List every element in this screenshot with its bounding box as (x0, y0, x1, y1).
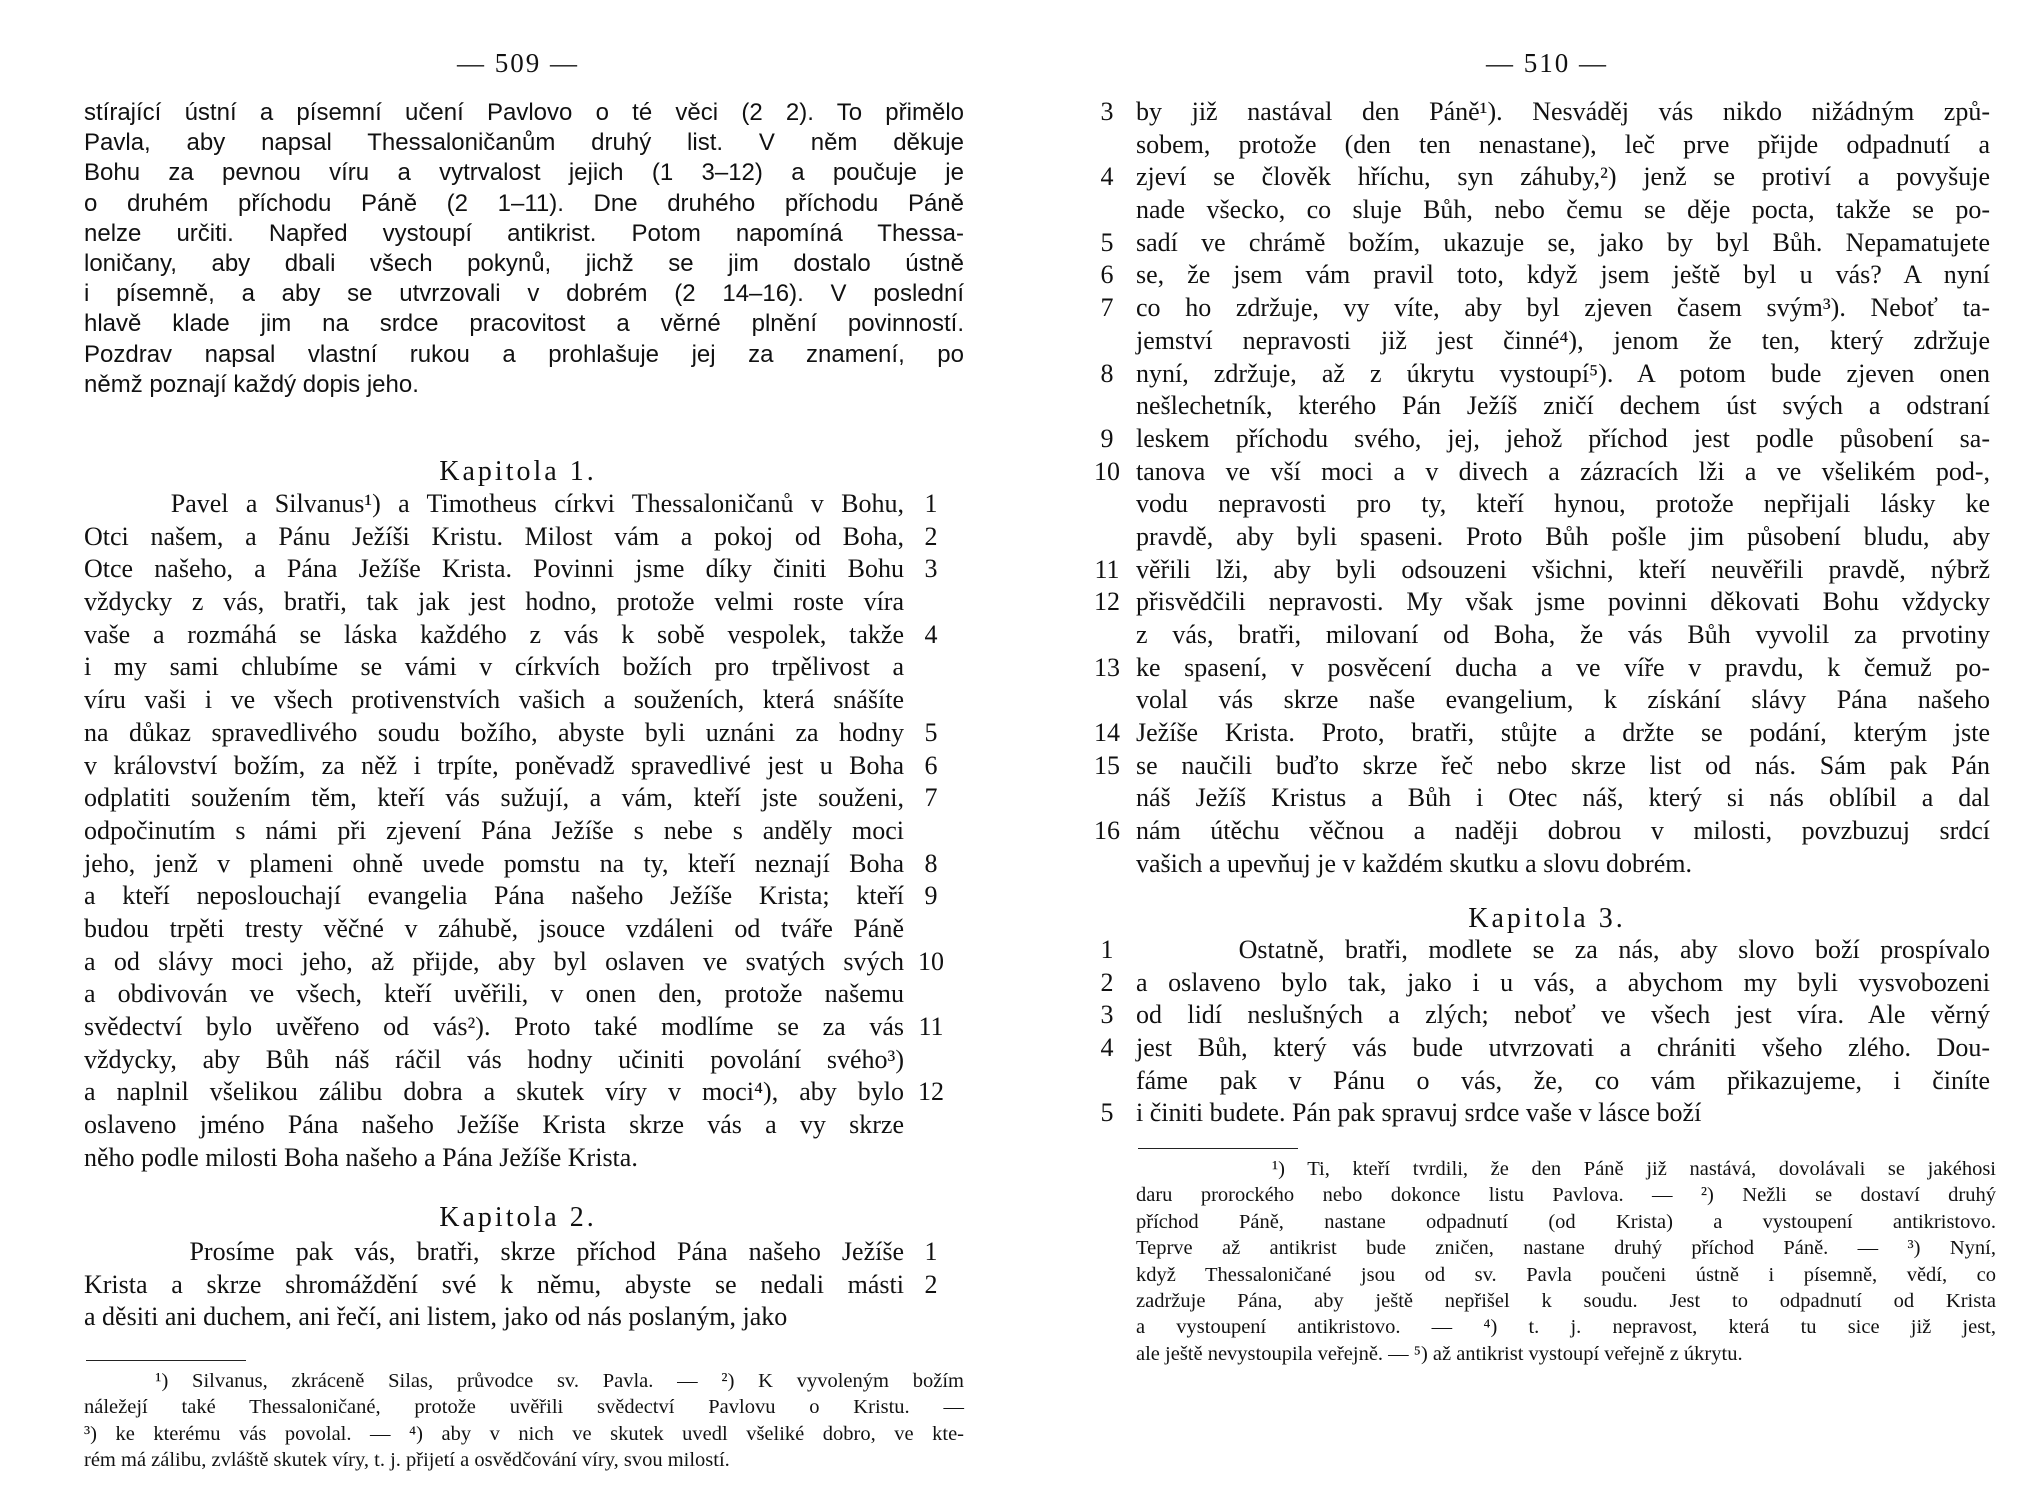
text-line (68, 651, 968, 684)
line-text: leskem příchodu svého, jej, jehož příchod jest podle působení sa- (1136, 423, 1990, 453)
line-text: odpočinutím s námi při zjevení Pána Ježíše s nebe s anděly moci (84, 815, 904, 845)
verse-number: 16 (1094, 816, 1120, 846)
footnote-line: ¹) Ti, kteří tvrdili, že den Páně již nastává, dovolávali se jakéhosi (1136, 1158, 1996, 1180)
text-line (68, 619, 968, 652)
chapter-heading: Kapitola 2. (439, 1202, 597, 1233)
line-text: budou trpěti tresty věčné v záhubě, jsouce vzdáleni od tváře Páně (84, 913, 904, 943)
footnote-line: když Thessaloničané jsou od sv. Pavla poučeni ústně i písemně, vědí, co (1136, 1263, 1996, 1286)
verse-number: 1 (924, 1237, 938, 1266)
text-line (68, 782, 968, 815)
line-text: i činiti budete. Pán pak spravuj srdce vaše v lásce boží (1136, 1098, 1702, 1128)
text-line (68, 1044, 968, 1077)
footnote-rule (1138, 1148, 1298, 1149)
text-line (68, 1076, 968, 1109)
text-line (1092, 161, 2002, 194)
text-line (68, 586, 968, 619)
line-text: by již nastával den Páně¹). Nesváděj vás nikdo nižádným způ- (1136, 97, 1990, 126)
line-text: Pavel a Silvanus¹) a Timotheus církvi Thessaloničanů v Bohu, (84, 489, 904, 518)
verse-number: 4 (924, 619, 938, 649)
summary-line: stírající ústní a písemní učení Pavlovo o té věci (2 2). To přimělo (84, 99, 964, 126)
text-line (1092, 227, 2002, 260)
text-line (68, 913, 968, 946)
verse-number: 13 (1094, 652, 1120, 682)
text-line (1092, 358, 2002, 391)
line-text: Otce našeho, a Pána Ježíše Krista. Povinni jsme díky činiti Bohu (84, 554, 904, 584)
line-text: vaše a rozmáhá se láska každého z vás k sobě vespolek, takže (84, 619, 904, 649)
footnote-line: rém má zálibu, zvláště skutek víry, t. j. přijetí a osvědčování víry, svou milostí. (84, 1449, 730, 1472)
line-text: se naučili buďto skrze řeč nebo skrze list od nás. Sám pak Pán (1136, 750, 1990, 780)
text-line (1092, 390, 2002, 423)
line-text: vždycky z vás, bratři, tak jak jest hodno, protože velmi roste víra (84, 587, 904, 617)
text-line (68, 1109, 968, 1142)
line-text: fáme pak v Pánu o vás, že, co vám přikazujeme, i činíte (1136, 1065, 1990, 1095)
verse-number: 11 (918, 1012, 944, 1041)
line-text: v království božím, za něž i trpíte, poněvadž spravedlivé jest u Boha (84, 750, 904, 780)
text-line (68, 717, 968, 750)
summary-line: loničany, aby dbali všech pokynů, jichž se jim dostalo ústně (84, 250, 964, 278)
left-page (68, 0, 968, 1500)
text-line (1092, 848, 2002, 881)
text-line (68, 1142, 968, 1175)
verse-number: 4 (1100, 162, 1114, 192)
line-text: a oslaveno bylo tak, jako i u vás, a abychom my byli vysvobozeni (1136, 967, 1990, 997)
footnote-line: ale ještě nevystoupila veřejně. — ⁵) až antikrist vystoupí veřejně z úkrytu. (1136, 1342, 1743, 1365)
text-line (68, 848, 968, 881)
summary-line: i písemně, a aby se utvrzovali v dobrém (2 14–16). V poslední (84, 280, 964, 308)
footnote-line: daru prorockého nebo dokonce listu Pavlova. — ²) Nežli se dostaví druhý (1136, 1184, 1996, 1207)
verse-number: 5 (1100, 227, 1114, 257)
text-line (68, 1011, 968, 1044)
text-line (1092, 967, 2002, 1000)
text-line (1092, 815, 2002, 848)
text-line (68, 553, 968, 586)
line-text: ke spasení, v posvěcení ducha a ve víře v pravdu, k čemuž po- (1136, 652, 1990, 682)
footnote-line: náležejí také Thessaloničané, protože uvěřili svědectví Pavlovu o Kristu. — (84, 1396, 964, 1419)
summary-line: Bohu za pevnou víru a vytrvalost jejich (1 3–12) a poučuje je (84, 159, 964, 187)
text-line (1092, 1032, 2002, 1065)
line-text: nešlechetník, kterého Pán Ježíš zničí dechem úst svých a odstraní (1136, 391, 1990, 421)
text-line (68, 488, 968, 521)
verse-number: 3 (1100, 1000, 1114, 1030)
text-line (68, 684, 968, 717)
line-text: náš Ježíš Kristus a Bůh i Otec náš, který si nás oblíbil a dal (1136, 783, 1990, 813)
text-line (1092, 999, 2002, 1032)
verse-number: 8 (1100, 358, 1114, 388)
verse-number: 9 (1100, 423, 1114, 453)
verse-number: 10 (918, 946, 944, 976)
line-text: sadí ve chrámě božím, ukazuje se, jako by byl Bůh. Nepamatujete (1136, 227, 1990, 257)
text-line (68, 880, 968, 913)
line-text: vodu nepravosti pro ty, kteří hynou, protože nepřijali lásky ke (1136, 489, 1990, 519)
line-text: zjeví se člověk hříchu, syn záhuby,²) jenž se protiví a povyšuje (1136, 162, 1990, 192)
verse-number: 3 (924, 554, 938, 584)
chapter-2-continued-text (1092, 96, 2002, 881)
text-line (68, 815, 968, 848)
text-line (1092, 292, 2002, 325)
text-line (1092, 934, 2002, 967)
text-line (1092, 488, 2002, 521)
page-number: — 509 — (457, 48, 579, 78)
line-text: tanova ve vší moci a v divech a zázracích lži a ve všelikém pod-, (1136, 456, 1990, 486)
verse-number: 10 (1094, 456, 1120, 486)
text-line (1092, 96, 2002, 129)
verse-number: 2 (1100, 967, 1114, 997)
line-text: volal vás skrze naše evangelium, k získání slávy Pána našeho (1136, 685, 1990, 715)
text-line (1092, 619, 2002, 652)
verse-number: 12 (918, 1077, 944, 1107)
verse-number: 4 (1100, 1033, 1114, 1063)
text-line (68, 1301, 968, 1334)
line-text: jemství nepravosti již jest činné⁴), jenom že ten, který zdržuje (1136, 325, 1990, 355)
verse-number: 6 (924, 750, 938, 780)
footnote-line: ¹) Silvanus, zkráceně Silas, průvodce sv. Pavla. — ²) K vyvoleným božím (84, 1370, 964, 1392)
verse-number: 1 (1100, 935, 1114, 964)
text-line (1092, 782, 2002, 815)
verse-number: 9 (924, 881, 938, 911)
summary-line: hlavě klade jim na srdce pracovitost a věrné plnění povinností. (84, 310, 964, 338)
verse-number: 8 (924, 848, 938, 878)
chapter-3-text (1092, 934, 2002, 1130)
verse-number: 12 (1094, 587, 1120, 617)
verse-number: 7 (924, 783, 938, 813)
line-text: co ho zdržuje, vy víte, aby byl zjeven časem svým³). Neboť ta- (1136, 293, 1990, 323)
line-text: se, že jsem vám pravil toto, když jsem ještě byl u vás? A nyní (1136, 260, 1990, 290)
footnotes (1136, 1156, 1996, 1367)
chapter-heading: Kapitola 3. (1468, 903, 1626, 934)
line-text: nám útěchu věčnou a naději dobrou v milosti, povzbuzuj srdcí (1136, 816, 1990, 846)
line-text: jeho, jenž v plameni ohně uvede pomstu na ty, kteří neznají Boha (84, 848, 904, 878)
line-text: na důkaz spravedlivého soudu božího, abyste byli uznáni za hodny (84, 717, 904, 747)
line-text: a naplnil všelikou zálibu dobra a skutek víry v moci⁴), aby bylo (84, 1077, 904, 1107)
text-line (1092, 717, 2002, 750)
line-text: jest Bůh, který vás bude utvrzovati a chrániti všeho zlého. Dou- (1136, 1033, 1990, 1063)
chapter-summary (84, 98, 964, 400)
line-text: Krista a skrze shromáždění své k němu, abyste se nedali másti (84, 1269, 904, 1299)
line-text: oslaveno jméno Pána našeho Ježíše Krista skrze vás a vy skrze (84, 1110, 904, 1140)
verse-number: 2 (924, 1269, 938, 1299)
text-line (1092, 1097, 2002, 1130)
verse-number: 2 (924, 521, 938, 551)
text-line (1092, 521, 2002, 554)
line-text: Ježíše Krista. Proto, bratři, stůjte a držte se podání, kterým jste (1136, 718, 1990, 748)
text-line (1092, 1065, 2002, 1098)
summary-line: Pavla, aby napsal Thessaloničanům druhý list. V něm děkuje (84, 129, 964, 157)
line-text: a děsiti ani duchem, ani řečí, ani listem, jako od nás poslaným, jako (84, 1302, 788, 1332)
line-text: nyní, zdržuje, až z úkrytu vystoupí⁵). A potom bude zjeven onen (1136, 358, 1990, 388)
text-line (1092, 652, 2002, 685)
line-text: odplatiti soužením těm, kteří vás sužují, a vám, kteří jste souženi, (84, 783, 904, 813)
footnote-line: zadržuje Pána, aby ještě nepřišel k soudu. Jest to odpadnutí od Krista (1136, 1290, 1996, 1313)
text-line (1092, 750, 2002, 783)
chapter-heading: Kapitola 1. (439, 456, 597, 487)
text-line (68, 1269, 968, 1302)
text-line (1092, 423, 2002, 456)
verse-number: 5 (1100, 1098, 1114, 1128)
text-line (68, 1236, 968, 1269)
line-text: a od slávy moci jeho, až přijde, aby byl oslaven ve svatých svých (84, 946, 904, 976)
text-line (68, 946, 968, 979)
text-line (1092, 456, 2002, 489)
line-text: vždycky, aby Bůh náš ráčil vás hodny učiniti povolání svého³) (84, 1044, 904, 1074)
verse-number: 3 (1100, 97, 1114, 126)
line-text: přisvědčili nepravosti. My však jsme povinni děkovati Bohu vždycky (1136, 587, 1990, 617)
verse-number: 6 (1100, 260, 1114, 290)
chapter-1-text (68, 488, 968, 1174)
line-text: i my sami chlubíme se vámi v církvích božích pro trpělivost a (84, 652, 904, 682)
line-text: věřili lži, aby byli odsouzeni všichni, kteří neuvěřili pravdě, nýbrž (1136, 554, 1990, 584)
text-line (1092, 684, 2002, 717)
line-text: sobem, protože (den ten nenastane), leč prve přijde odpadnutí a (1136, 129, 1990, 159)
chapter-2-text (68, 1236, 968, 1334)
line-text: vašich a upevňuj je v každém skutku a slovu dobrém. (1136, 848, 1692, 878)
line-text: z vás, bratři, milovaní od Boha, že vás Bůh vyvolil za prvotiny (1136, 620, 1990, 649)
text-line (1092, 586, 2002, 619)
footnote-line: Teprve až antikrist bude zničen, nastane druhý příchod Páně. — ³) Nyní, (1136, 1237, 1996, 1260)
line-text: a kteří neposlouchají evangelia Pána našeho Ježíše Krista; kteří (84, 881, 904, 911)
text-line (1092, 194, 2002, 227)
verse-number: 1 (924, 489, 938, 518)
verse-number: 7 (1100, 293, 1114, 323)
right-page (1092, 0, 2002, 1500)
text-line (68, 521, 968, 554)
line-text: Ostatně, bratři, modlete se za nás, aby slovo boží prospívalo (1136, 935, 1990, 964)
footnote-rule (86, 1360, 246, 1361)
text-line (1092, 554, 2002, 587)
footnote-line: příchod Páně, nastane odpadnutí (od Krista) a vystoupení antikristovo. (1136, 1210, 1996, 1233)
footnotes (84, 1368, 964, 1474)
text-line (1092, 325, 2002, 358)
text-line (68, 978, 968, 1011)
line-text: pravdě, aby byli spaseni. Proto Bůh pošle jim působení bludu, aby (1136, 521, 1990, 551)
line-text: Otci našem, a Pánu Ježíši Kristu. Milost vám a pokoj od Boha, (84, 521, 904, 551)
footnote-line: ³) ke kterému vás povolal. — ⁴) aby v nich ve skutek uvedl všeliké dobro, ve kte- (84, 1422, 964, 1445)
line-text: něho podle milosti Boha našeho a Pána Ježíše Krista. (84, 1142, 638, 1172)
line-text: svědectví bylo uvěřeno od vás²). Proto také modlíme se za vás (84, 1012, 904, 1041)
line-text: od lidí neslušných a zlých; neboť ve všech jest víra. Ale věrný (1136, 1000, 1990, 1030)
footnote-line: a vystoupení antikristovo. — ⁴) t. j. nepravost, která tu sice již jest, (1136, 1316, 1996, 1339)
line-text: víru vaši i ve všech protivenstvích vašich a souženích, která snášíte (84, 685, 904, 715)
text-line (1092, 129, 2002, 162)
verse-number: 11 (1094, 554, 1120, 584)
text-line (68, 750, 968, 783)
verse-number: 14 (1094, 718, 1120, 748)
line-text: a obdivován ve všech, kteří uvěřili, v onen den, protože našemu (84, 979, 904, 1009)
line-text: nade všecko, co sluje Bůh, nebo čemu se děje pocta, takže se po- (1136, 195, 1990, 225)
page-number: — 510 — (1486, 48, 1608, 78)
summary-line: nelze určiti. Napřed vystoupí antikrist. Potom napomíná Thessa- (84, 219, 964, 247)
summary-line: Pozdrav napsal vlastní rukou a prohlašuje jej za znamení, po (84, 340, 964, 368)
verse-number: 15 (1094, 750, 1120, 780)
line-text: Prosíme pak vás, bratři, skrze příchod Pána našeho Ježíše (84, 1237, 904, 1266)
text-line (1092, 259, 2002, 292)
summary-line: němž poznají každý dopis jeho. (84, 370, 419, 398)
summary-line: o druhém příchodu Páně (2 1–11). Dne druhého příchodu Páně (84, 189, 964, 217)
verse-number: 5 (924, 717, 938, 747)
